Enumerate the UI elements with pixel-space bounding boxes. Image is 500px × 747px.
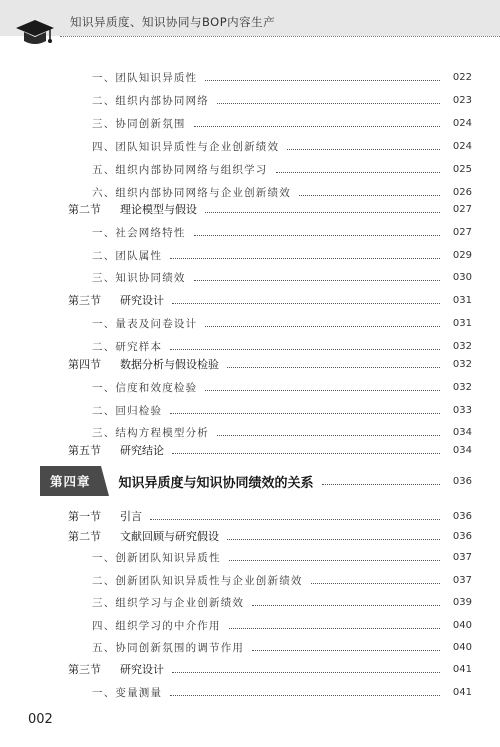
toc-page-number: 037 xyxy=(452,574,472,586)
leader-dots xyxy=(276,172,441,173)
toc-page-number: 041 xyxy=(452,686,472,698)
toc-page-number: 027 xyxy=(452,203,472,215)
leader-dots xyxy=(217,103,440,104)
toc-entry-label: 二、组织内部协同网络 xyxy=(92,94,209,107)
leader-dots xyxy=(205,390,440,391)
toc-entry-label: 五、协同创新氛围的调节作用 xyxy=(92,641,245,654)
toc-subsection-entry[interactable] xyxy=(0,592,472,612)
toc-entry-label: 一、团队知识异质性 xyxy=(92,71,198,84)
toc-section-number: 第五节 xyxy=(68,444,101,457)
header-title: 知识异质度、知识协同与BOP内容生产 xyxy=(70,15,276,29)
toc-page-number: 036 xyxy=(452,510,472,522)
toc-entry-label: 六、组织内部协同网络与企业创新绩效 xyxy=(92,186,291,199)
toc-entry-label: 四、团队知识异质性与企业创新绩效 xyxy=(92,140,280,153)
toc-subsection-entry[interactable] xyxy=(0,637,472,657)
leader-dots xyxy=(205,80,440,81)
toc-section-number: 第二节 xyxy=(68,203,101,216)
leader-dots xyxy=(205,212,440,213)
running-header xyxy=(0,0,500,60)
toc-entry-label: 一、信度和效度检验 xyxy=(92,381,198,394)
toc-entry-label xyxy=(68,356,219,372)
leader-dots xyxy=(194,235,440,236)
toc-entry-label: 一、变量测量 xyxy=(92,686,163,699)
toc-entry-label: 四、组织学习的中介作用 xyxy=(92,619,221,632)
toc-page-number: 040 xyxy=(452,641,472,653)
toc-section-title: 引言 xyxy=(120,510,142,523)
toc-subsection-entry[interactable] xyxy=(0,377,472,397)
toc-section-number: 第四节 xyxy=(68,358,101,371)
toc-subsection-entry[interactable] xyxy=(0,245,472,265)
toc-section-title: 理论模型与假设 xyxy=(120,203,197,216)
toc-subsection-entry[interactable] xyxy=(0,400,472,420)
toc-section-entry[interactable] xyxy=(0,354,472,374)
leader-dots xyxy=(227,367,440,368)
toc-entry-label: 二、创新团队知识异质性与企业创新绩效 xyxy=(92,574,303,587)
toc-page-number: 034 xyxy=(452,426,472,438)
toc-subsection-entry[interactable] xyxy=(0,67,472,87)
toc-page-number: 032 xyxy=(452,381,472,393)
toc-subsection-entry[interactable] xyxy=(0,422,472,442)
toc-entry-label: 三、组织学习与企业创新绩效 xyxy=(92,596,245,609)
leader-dots xyxy=(170,695,440,696)
leader-dots xyxy=(172,672,440,673)
toc-section-entry[interactable] xyxy=(0,526,472,546)
toc-section-title: 研究设计 xyxy=(120,294,164,307)
toc-entry-label xyxy=(68,292,164,308)
toc-section-entry[interactable] xyxy=(0,440,472,460)
toc-subsection-entry[interactable] xyxy=(0,159,472,179)
toc-subsection-entry[interactable] xyxy=(0,222,472,242)
leader-dots xyxy=(194,280,440,281)
toc-page-number: 024 xyxy=(452,117,472,129)
toc-page-number: 040 xyxy=(452,619,472,631)
toc-page-number: 032 xyxy=(452,358,472,370)
toc-entry-label xyxy=(68,661,164,677)
toc-entry-label xyxy=(68,442,164,458)
toc-section-entry[interactable] xyxy=(0,199,472,219)
toc-page-number: 022 xyxy=(452,71,472,83)
leader-dots xyxy=(150,519,440,520)
chapter-badge: 第四章 xyxy=(40,466,101,496)
toc-entry-label: 一、创新团队知识异质性 xyxy=(92,551,221,564)
toc-subsection-entry[interactable] xyxy=(0,547,472,567)
toc-page-number: 029 xyxy=(452,249,472,261)
toc-entry-label: 三、知识协同绩效 xyxy=(92,271,186,284)
toc-entry-label: 五、组织内部协同网络与组织学习 xyxy=(92,163,268,176)
leader-dots xyxy=(170,413,440,414)
toc-page-number: 025 xyxy=(452,163,472,175)
toc-subsection-entry[interactable] xyxy=(0,90,472,110)
toc-page-number: 036 xyxy=(452,530,472,542)
toc-page-number: 031 xyxy=(452,294,472,306)
toc-entry-label: 一、社会网络特性 xyxy=(92,226,186,239)
toc-entry-label: 二、研究样本 xyxy=(92,340,163,353)
graduation-cap-icon xyxy=(14,16,56,50)
leader-dots xyxy=(217,435,440,436)
toc-page-number: 032 xyxy=(452,340,472,352)
toc-page-number: 037 xyxy=(452,551,472,563)
leader-dots xyxy=(229,560,440,561)
toc-subsection-entry[interactable] xyxy=(0,336,472,356)
header-rule xyxy=(60,36,500,37)
leader-dots xyxy=(229,628,440,629)
toc-subsection-entry[interactable] xyxy=(0,267,472,287)
toc-entry-label: 二、团队属性 xyxy=(92,249,163,262)
toc-subsection-entry[interactable] xyxy=(0,113,472,133)
leader-dots xyxy=(287,149,440,150)
toc-section-title: 文献回顾与研究假设 xyxy=(120,530,219,543)
chapter-title: 知识异质度与知识协同绩效的关系 xyxy=(118,475,314,491)
leader-dots xyxy=(322,484,440,485)
toc-section-entry[interactable] xyxy=(0,659,472,679)
toc-subsection-entry[interactable] xyxy=(0,136,472,156)
toc-section-title: 研究设计 xyxy=(120,663,164,676)
toc-subsection-entry[interactable] xyxy=(0,615,472,635)
toc-section-number: 第三节 xyxy=(68,663,101,676)
toc-entry-label: 二、回归检验 xyxy=(92,404,163,417)
toc-entry-label: 一、量表及问卷设计 xyxy=(92,317,198,330)
leader-dots xyxy=(205,326,440,327)
leader-dots xyxy=(172,453,440,454)
leader-dots xyxy=(227,539,440,540)
chapter-page: 036 xyxy=(452,475,472,487)
toc-section-title: 数据分析与假设检验 xyxy=(120,358,219,371)
toc-page-number: 026 xyxy=(452,186,472,198)
toc-page-number: 024 xyxy=(452,140,472,152)
toc-page-number: 041 xyxy=(452,663,472,675)
toc-page-number: 034 xyxy=(452,444,472,456)
toc-entry-label xyxy=(68,201,197,217)
toc-section-title: 研究结论 xyxy=(120,444,164,457)
toc-section-number: 第二节 xyxy=(68,530,101,543)
page-number: 002 xyxy=(28,712,53,727)
leader-dots xyxy=(170,258,440,259)
toc-page-number: 030 xyxy=(452,271,472,283)
toc-page-number: 031 xyxy=(452,317,472,329)
toc-subsection-entry[interactable] xyxy=(0,313,472,333)
toc-section-entry[interactable] xyxy=(0,506,472,526)
leader-dots xyxy=(311,583,440,584)
leader-dots xyxy=(194,126,440,127)
leader-dots xyxy=(299,195,440,196)
toc-entry-label: 三、结构方程模型分析 xyxy=(92,426,209,439)
toc-entry-label xyxy=(68,508,142,524)
toc-page-number: 027 xyxy=(452,226,472,238)
toc-page-number: 023 xyxy=(452,94,472,106)
chapter-heading[interactable] xyxy=(40,466,472,496)
toc-subsection-entry[interactable] xyxy=(0,570,472,590)
toc-page-number: 039 xyxy=(452,596,472,608)
leader-dots xyxy=(252,605,440,606)
toc-page-number: 033 xyxy=(452,404,472,416)
toc-section-number: 第三节 xyxy=(68,294,101,307)
toc-section-number: 第一节 xyxy=(68,510,101,523)
toc-section-entry[interactable] xyxy=(0,290,472,310)
leader-dots xyxy=(252,650,440,651)
toc-entry-label xyxy=(68,528,219,544)
leader-dots xyxy=(170,349,440,350)
toc-subsection-entry[interactable] xyxy=(0,682,472,702)
toc-entry-label: 三、协同创新氛围 xyxy=(92,117,186,130)
leader-dots xyxy=(172,303,440,304)
